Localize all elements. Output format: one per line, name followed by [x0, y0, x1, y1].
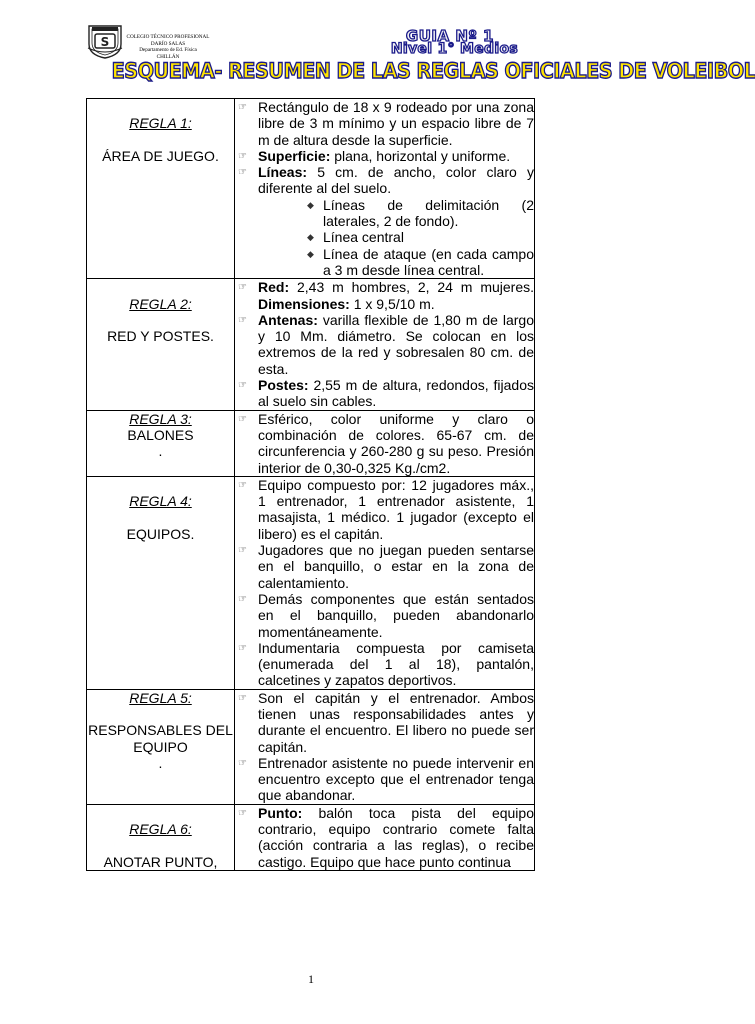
rule-heading-cell: [87, 410, 235, 476]
list-item: ☞ Equipo compuesto por: 12 jugadores máx., 1 entrenador, 1 entrenador asistente, 1 masajista, 1 médico. 1 jugador (excepto el libero) es el capitán.: [238, 476, 534, 542]
rule-name: RESPONSABLES DEL EQUIPO: [88, 722, 233, 755]
pointing-hand-icon: ☞: [238, 642, 247, 654]
pointing-hand-icon: ☞: [238, 167, 247, 179]
table-row: [87, 476, 535, 689]
pointing-hand-icon: ☞: [238, 413, 247, 425]
rule-name: ÁREA DE JUEGO.: [102, 147, 219, 164]
pointing-hand-icon: ☞: [238, 757, 247, 769]
rule-heading-cell: [87, 99, 235, 279]
rule-content-cell: [235, 279, 535, 410]
diamond-bullet-icon: ◆: [307, 248, 314, 259]
school-name: [124, 34, 212, 60]
pointing-hand-icon: ☞: [238, 282, 247, 294]
list-item: ☞ Indumentaria compuesta por camiseta (enumerada del 1 al 18), pantalón, calcetines y zapatos deportivos.: [238, 639, 534, 689]
rule-label: REGLA 2:: [129, 295, 192, 312]
list-item: ☞ Esférico, color uniforme y claro o combinación de colores. 65-67 cm. de circunferencia y 260-280 g su peso. Presión interior de 0,30-0,325 Kg./cm2.: [238, 410, 534, 476]
list-item: ☞ Rectángulo de 18 x 9 rodeado por una zona libre de 3 m mínimo y un espacio libre de 7 m de altura desde la superficie.: [238, 99, 534, 148]
rule-heading-cell: [87, 476, 235, 689]
pointing-hand-icon: ☞: [238, 102, 247, 113]
grade-level: Nivel 1° Medios: [390, 41, 518, 57]
list-item: ☞ Red: 2,43 m hombres, 2, 24 m mujeres. Dimensiones: 1 x 9,5/10 m.: [238, 279, 534, 312]
list-item: ☞ Demás componentes que están sentados en el banquillo, pueden abandonarlo momentáneamente.: [238, 590, 534, 640]
rule-content-cell: [235, 99, 535, 279]
rule-content-cell: [235, 410, 535, 476]
pointing-hand-icon: ☞: [238, 593, 247, 605]
page-header: [0, 0, 755, 95]
diamond-bullet-icon: ◆: [307, 232, 314, 243]
rule-heading-cell: [87, 279, 235, 410]
pointing-hand-icon: ☞: [238, 479, 247, 491]
pointing-hand-icon: ☞: [238, 807, 247, 819]
table-row: [87, 279, 535, 410]
table-row: [87, 410, 535, 476]
rule-dot: .: [158, 443, 163, 460]
table-row: [87, 804, 535, 870]
list-item: ☞ Jugadores que no juegan pueden sentarse en el banquillo, o estar en la zona de calentamiento.: [238, 542, 534, 591]
guide-number: GUIA Nº 1: [405, 27, 494, 45]
list-item: ☞ Postes: 2,55 m de altura, redondos, fijados al suelo sin cables.: [238, 377, 534, 410]
rule-label: REGLA 1:: [129, 115, 192, 132]
rule-label: REGLA 3:: [129, 410, 192, 427]
school-crest-icon: [86, 22, 124, 60]
pointing-hand-icon: ☞: [238, 692, 247, 704]
list-item: ☞ Entrenador asistente no puede intervenir en encuentro excepto que el entrenador tenga que abandonar.: [238, 754, 534, 804]
list-item: ☞ Antenas: varilla flexible de 1,80 m de largo y 10 Mm. diámetro. Se colocan en los extremos de la red y sobresalen 80 cm. de esta.: [238, 311, 534, 377]
pointing-hand-icon: ☞: [238, 545, 247, 557]
school-line: COLEGIO TÉCNICO PROFESIONAL: [126, 34, 210, 40]
document-title: ESQUEMA- RESUMEN DE LAS REGLAS OFICIALES DE VOLEIBOL: [111, 59, 755, 83]
rule-label: REGLA 6:: [129, 821, 192, 838]
pointing-hand-icon: ☞: [238, 150, 247, 162]
sub-list-item: ◆ Línea central: [307, 229, 404, 246]
rules-table: [86, 98, 535, 871]
rule-name: ANOTAR PUNTO,: [103, 853, 218, 870]
rule-name: RED Y POSTES.: [107, 328, 214, 345]
sub-list-item: ◆ Líneas de delimitación (2 laterales, 2 de fondo).: [307, 196, 534, 230]
table-row: [87, 689, 535, 804]
table-row: [87, 99, 535, 279]
page-number: 1: [308, 972, 314, 986]
pointing-hand-icon: ☞: [238, 314, 247, 326]
rule-dot: .: [158, 754, 163, 771]
rule-heading-cell: [87, 804, 235, 870]
rule-label: REGLA 5:: [129, 689, 192, 706]
rule-content-cell: [235, 804, 535, 870]
pointing-hand-icon: ☞: [238, 380, 247, 392]
rule-content-cell: [235, 689, 535, 804]
rule-label: REGLA 4:: [129, 493, 192, 510]
list-item: ☞ Superficie: plana, horizontal y uniforme.: [238, 147, 511, 164]
list-item: ☞ Líneas: 5 cm. de ancho, color claro y diferente al del suelo.: [238, 164, 534, 197]
rule-name: BALONES: [127, 426, 194, 443]
rule-content-cell: [235, 476, 535, 689]
rule-heading-cell: [87, 689, 235, 804]
list-item: ☞ Punto: balón toca pista del equipo contrario, equipo contrario comete falta (acción contraria a las reglas), o recibe castigo. Equipo que hace punto continua: [238, 804, 534, 870]
school-line: DARÍO SALAS: [150, 40, 186, 47]
svg-text:S: S: [100, 35, 110, 49]
list-item: ☞ Son el capitán y el entrenador. Ambos tienen unas responsabilidades antes y durante el encuentro. El libero no puede ser capitán.: [238, 689, 534, 755]
rule-name: EQUIPOS.: [126, 525, 195, 542]
school-line: Departamento de Ed. Física: [139, 47, 197, 53]
diamond-bullet-icon: ◆: [307, 199, 314, 210]
sub-list-item: ◆ Línea de ataque (en cada campo a 3 m desde línea central.: [307, 245, 534, 278]
school-line: CHILLÁN: [156, 53, 180, 60]
